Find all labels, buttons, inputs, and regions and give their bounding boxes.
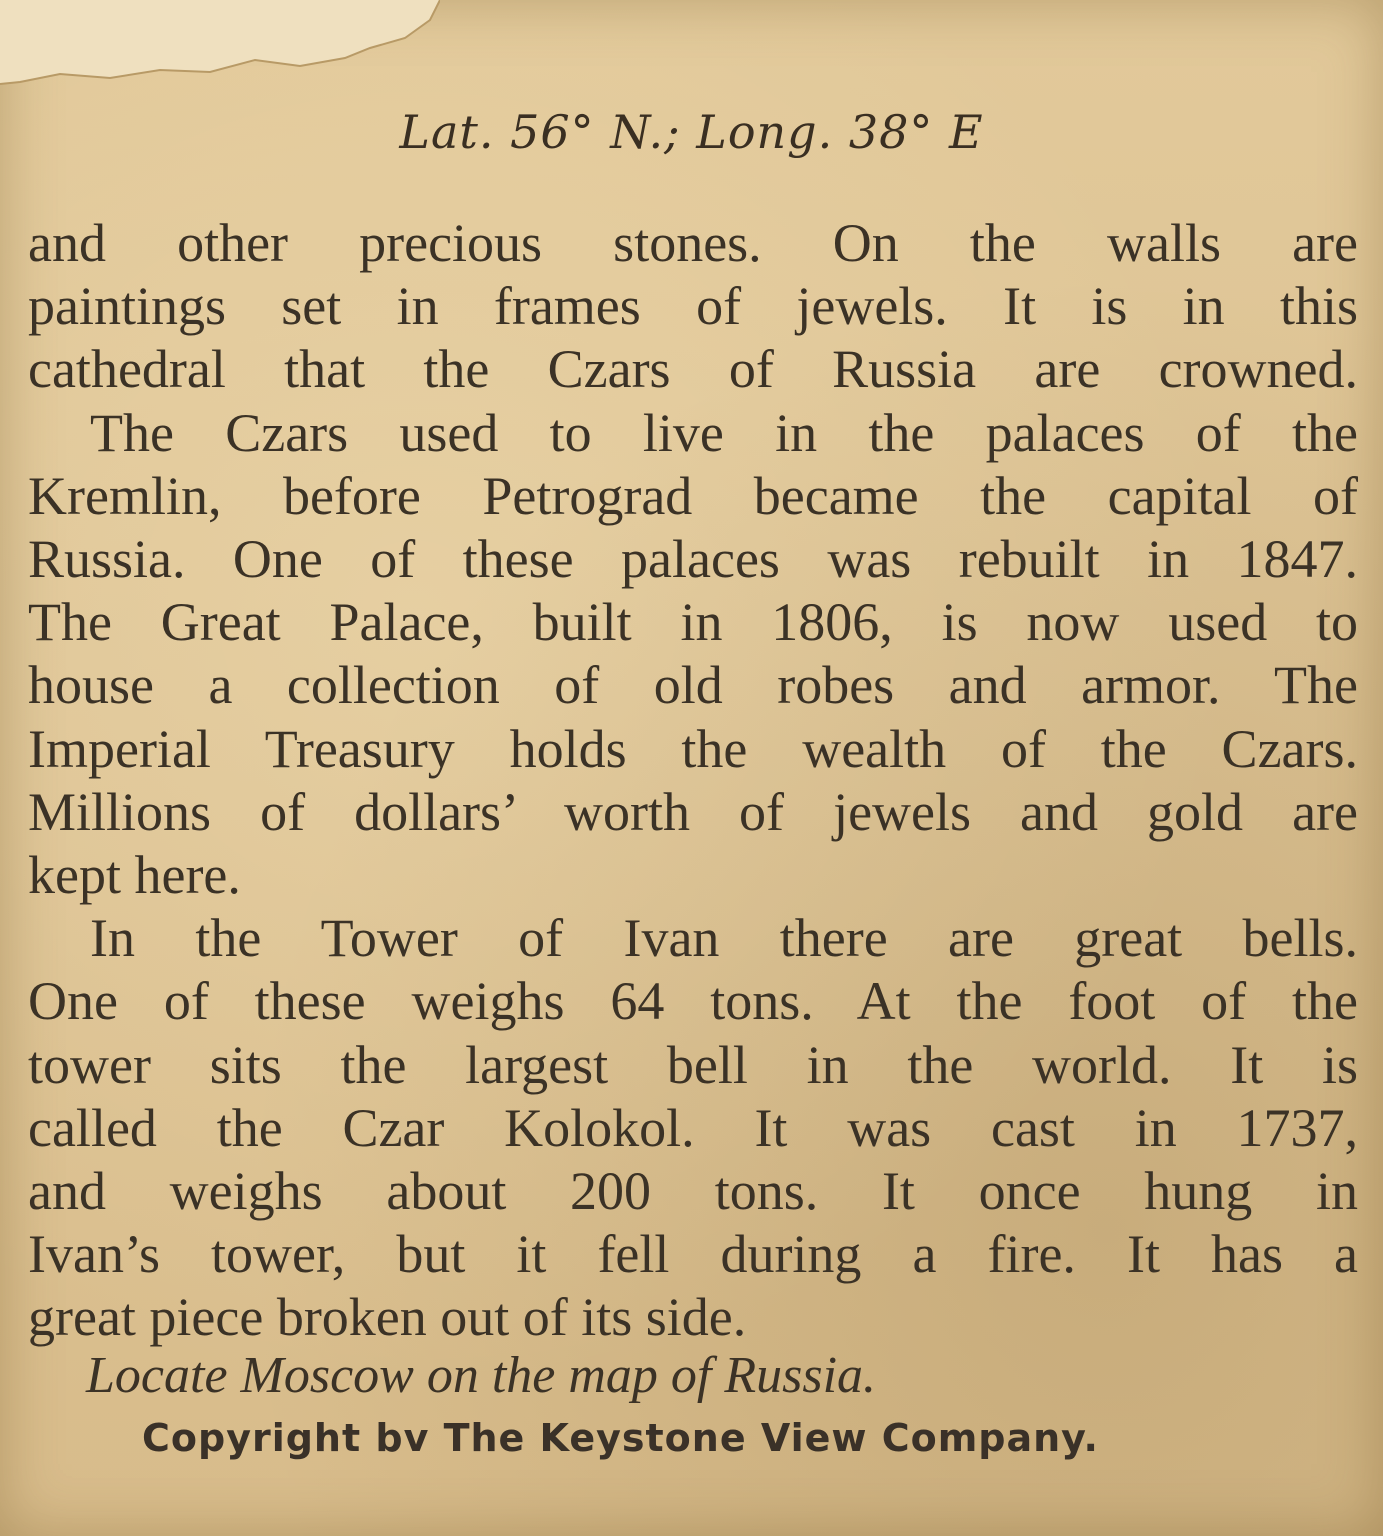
coordinates-heading: Lat. 56° N.; Long. 38° E	[399, 105, 984, 159]
text-line: The Great Palace, built in 1806, is now used to	[28, 592, 1358, 653]
text-line: tower sits the largest bell in the world. It is	[28, 1034, 1358, 1095]
text-line: Ivan’s tower, but it fell during a fire. It has a	[28, 1224, 1358, 1285]
text-line: called the Czar Kolokol. It was cast in 1737,	[28, 1097, 1358, 1158]
copyright-notice: Copyright bv The Keystone View Company.	[142, 1416, 1099, 1460]
text-line: Imperial Treasury holds the wealth of the Czars.	[28, 718, 1358, 779]
torn-corner	[0, 0, 440, 100]
closing-instruction: Locate Moscow on the map of Russia.	[86, 1347, 877, 1404]
text-line: Millions of dollars’ worth of jewels and gold are	[28, 781, 1358, 842]
text-line: kept here.	[28, 845, 241, 906]
text-line: Russia. One of these palaces was rebuilt in 1847.	[28, 529, 1358, 590]
paragraph	[28, 907, 1358, 1349]
text-line: and weighs about 200 tons. It once hung in	[28, 1161, 1358, 1222]
paragraph	[28, 212, 1358, 402]
text-line: In the Tower of Ivan there are great bells.	[90, 908, 1358, 969]
text-line: and other precious stones. On the walls are	[28, 213, 1358, 273]
paragraph	[28, 402, 1358, 908]
text-line: great piece broken out of its side.	[28, 1287, 747, 1348]
text-line: cathedral that the Czars of Russia are crowned.	[28, 339, 1358, 400]
text-line: paintings set in frames of jewels. It is in this	[28, 276, 1358, 337]
text-line: house a collection of old robes and armor. The	[28, 655, 1358, 716]
text-line: Kremlin, before Petrograd became the capital of	[28, 465, 1358, 526]
body-text	[28, 212, 1358, 1350]
text-line: The Czars used to live in the palaces of the	[90, 402, 1358, 463]
text-line: One of these weighs 64 tons. At the foot of the	[28, 971, 1358, 1032]
